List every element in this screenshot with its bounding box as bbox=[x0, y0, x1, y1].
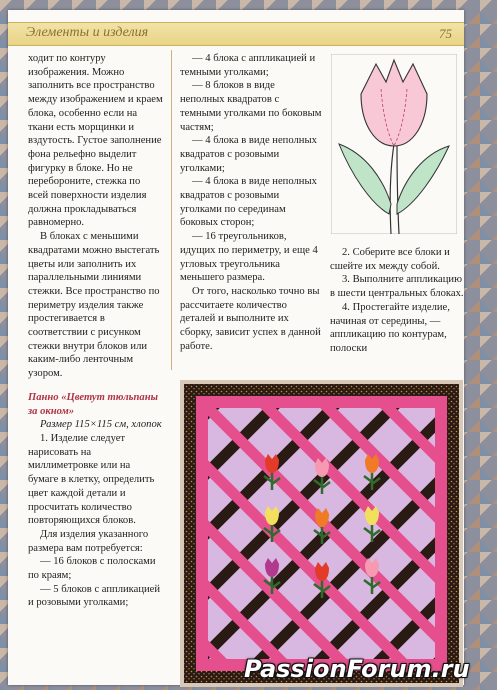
page-header bbox=[8, 22, 464, 46]
list-item: — 4 блока с аппликацией и темными уголками; bbox=[180, 53, 316, 78]
list-item: — 4 блока в виде неполных квадратов с розовыми уголками по серединам боковых сторон; bbox=[180, 176, 317, 229]
paragraph: ходит по контуру изображения. Можно заполнить все пространство между изображением и краем блока, особенно если на ткани есть морщинки и вздутость. Густое заполнение фона рельефно выделит фигурку в блоке. Но не перебороните, стежка по всей поверхности изделия должна прокладываться равномерно. bbox=[28, 53, 163, 229]
caption-title: Панно «Цветут тюльпаны за окном» bbox=[28, 391, 158, 417]
step: 1. Изделие следует нарисовать на миллиметровке или на бумаге в клетку, определить цвет каждой детали и просчитать количество повторяющихся блоков. bbox=[28, 432, 155, 527]
watermark: PassionForum.ru bbox=[244, 655, 470, 683]
paragraph: Для изделия указанного размера вам потребуется: bbox=[28, 528, 149, 554]
step: 2. Соберите все блоки и сшейте их между собой. bbox=[330, 247, 450, 272]
magazine-page bbox=[8, 10, 464, 685]
section-title: Элементы и изделия bbox=[26, 25, 149, 40]
text-column-2 bbox=[180, 52, 322, 353]
text-column-3 bbox=[330, 246, 466, 356]
text-column-1 bbox=[28, 52, 163, 610]
tulip-quilt-photo bbox=[180, 380, 463, 687]
list-item: — 5 блоков с аппликацией и розовыми уголками; bbox=[28, 583, 161, 609]
step: 3. Выполните аппликацию в шести центральных блоках. bbox=[330, 274, 464, 300]
paragraph: От того, насколько точно вы рассчитаете количество деталей и выполните их сборку, зависит успех в данной работе. bbox=[180, 285, 321, 352]
list-item: — 16 треугольников, идущих по периметру, и еще 4 угловых треугольника меньшего размера. bbox=[180, 231, 318, 284]
page-number: 75 bbox=[439, 26, 452, 41]
paragraph: В блоках с меньшими квадратами можно выстегать цветы или заполнить их параллельными линиями стежки. Все пространство по периметру изделия также простегивается в соответствии с рисунком стежки внутри блоков или каким-либо ленточным узором. bbox=[28, 231, 160, 380]
step: 4. Простегайте изделие, начиная от середины, — аппликацию по контурам, полоски bbox=[330, 301, 450, 354]
caption-size: Размер 115×115 см, хлопок bbox=[40, 419, 162, 431]
list-item: — 8 блоков в виде неполных квадратов с темными уголками по боковым частям; bbox=[180, 80, 322, 133]
column-divider bbox=[171, 50, 172, 370]
list-item: — 16 блоков с полосками по краям; bbox=[28, 556, 156, 582]
tulip-pattern-figure bbox=[331, 54, 457, 234]
list-item: — 4 блока в виде неполных квадратов с розовыми уголками; bbox=[180, 135, 317, 174]
